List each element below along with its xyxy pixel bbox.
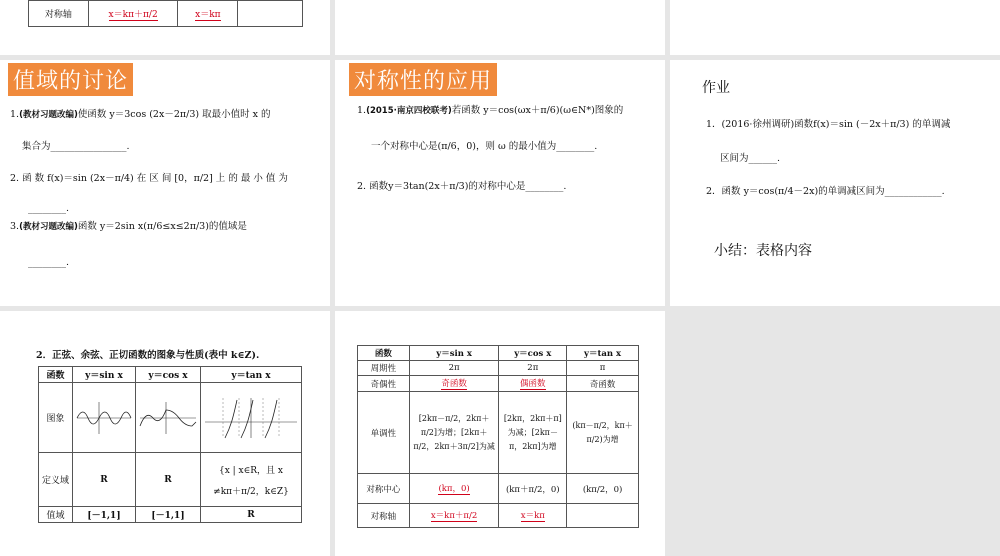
symmetry-q1: 1.(2015·南京四校联考)若函数 y＝cos(ωx＋π/6)(ω∈N*)图象的 — [357, 105, 624, 116]
period-cos: 2π — [499, 361, 567, 376]
row-domain-label: 定义域 — [39, 453, 73, 507]
col-func: 函数 — [39, 367, 73, 383]
properties-table — [357, 345, 639, 528]
range-q1: 1.(教材习题改编)使函数 y＝3cos (2x－2π/3) 取最小值时 x 的 — [10, 109, 271, 120]
empty-panel — [670, 311, 1000, 556]
props-col-sin: y＝sin x — [409, 346, 499, 361]
homework-title: 作业 — [702, 80, 730, 96]
props-col-func: 函数 — [358, 346, 410, 361]
homework-summary: 小结：表格内容 — [714, 243, 812, 259]
mono-label: 单调性 — [358, 392, 410, 474]
domain-cos: R — [136, 453, 201, 507]
mono-sin: [2kπ－π/2，2kπ＋π/2]为增；[2kπ＋π/2，2kπ＋3π/2]为减 — [409, 392, 499, 474]
period-label: 周期性 — [358, 361, 410, 376]
symmetry-panel — [335, 60, 665, 306]
parity-sin: 奇函数 — [409, 376, 499, 392]
axis-sin: x＝kπ＋π/2 — [88, 1, 178, 27]
domain-sin: R — [73, 453, 136, 507]
range-q3-line2: ________. — [28, 257, 70, 268]
top-left-panel — [0, 0, 330, 55]
range-panel — [0, 60, 330, 306]
axis-cos: x＝kπ — [178, 1, 238, 27]
mono-cos: [2kπ，2kπ＋π]为减；[2kπ－π，2kπ]为增 — [499, 392, 567, 474]
range-title: 值域的讨论 — [8, 63, 133, 96]
range-q2-line2: ________. — [28, 203, 70, 214]
range-q3: 3.(教材习题改编)函数 y＝2sin x(π/6≤x≤2π/3)的值域是 — [10, 221, 247, 232]
row-range-label: 值域 — [39, 507, 73, 523]
axis-label: 对称轴 — [358, 504, 410, 528]
domain-tan: {x | x∈R，且 x ≠kπ＋π/2，k∈Z} — [201, 453, 302, 507]
props-col-tan: y＝tan x — [567, 346, 639, 361]
axis-tan — [238, 1, 303, 27]
range-q1-line2: 集合为________________. — [22, 141, 130, 152]
tan-graph — [201, 383, 302, 453]
center-tan: (kπ/2，0) — [567, 474, 639, 504]
homework-panel — [670, 60, 1000, 306]
axis-cos-2: x＝kπ — [499, 504, 567, 528]
symmetry-q2: 2. 函数y＝3tan(2x＋π/3)的对称中心是________. — [357, 181, 567, 192]
axis-tan-2 — [567, 504, 639, 528]
center-sin: (kπ，0) — [409, 474, 499, 504]
homework-q1: 1．(2016·徐州调研)函数f(x)＝sin (－2x＋π/3) 的单调减 — [706, 119, 951, 130]
row-graph-label: 图象 — [39, 383, 73, 453]
top-right-panel — [670, 0, 1000, 55]
homework-q1-line2: 区间为______. — [720, 153, 781, 164]
top-axis-table — [28, 0, 303, 27]
col-tan: y＝tan x — [201, 367, 302, 383]
period-sin: 2π — [409, 361, 499, 376]
graph-properties-table — [38, 366, 302, 523]
parity-tan: 奇函数 — [567, 376, 639, 392]
parity-label: 奇偶性 — [358, 376, 410, 392]
range-tan: R — [201, 507, 302, 523]
homework-q2: 2．函数 y＝cos(π/4－2x)的单调减区间为____________. — [706, 186, 945, 197]
period-tan: π — [567, 361, 639, 376]
axis-row-label: 对称轴 — [29, 1, 89, 27]
sin-graph — [73, 383, 136, 453]
graph-table-panel — [0, 311, 330, 556]
center-cos: (kπ＋π/2，0) — [499, 474, 567, 504]
graph-table-heading: 2．正弦、余弦、正切函数的图象与性质(表中 k∈Z). — [36, 350, 260, 361]
mono-tan: (kπ－π/2，kπ＋π/2)为增 — [567, 392, 639, 474]
col-sin: y＝sin x — [73, 367, 136, 383]
symmetry-title: 对称性的应用 — [349, 63, 497, 96]
range-cos: [－1,1] — [136, 507, 201, 523]
props-col-cos: y＝cos x — [499, 346, 567, 361]
col-cos: y＝cos x — [136, 367, 201, 383]
range-sin: [－1,1] — [73, 507, 136, 523]
cos-graph — [136, 383, 201, 453]
symmetry-q1-line2: 一个对称中心是(π/6，0)，则 ω 的最小值为________. — [371, 141, 598, 152]
parity-cos: 偶函数 — [499, 376, 567, 392]
center-label: 对称中心 — [358, 474, 410, 504]
top-middle-panel — [335, 0, 665, 55]
range-q2: 2. 函 数 f(x)＝sin (2x－π/4) 在 区 间 [0，π/2] 上 的 最 小 值 为 — [10, 173, 288, 184]
axis-sin-2: x＝kπ＋π/2 — [409, 504, 499, 528]
properties-table-panel — [335, 311, 665, 556]
